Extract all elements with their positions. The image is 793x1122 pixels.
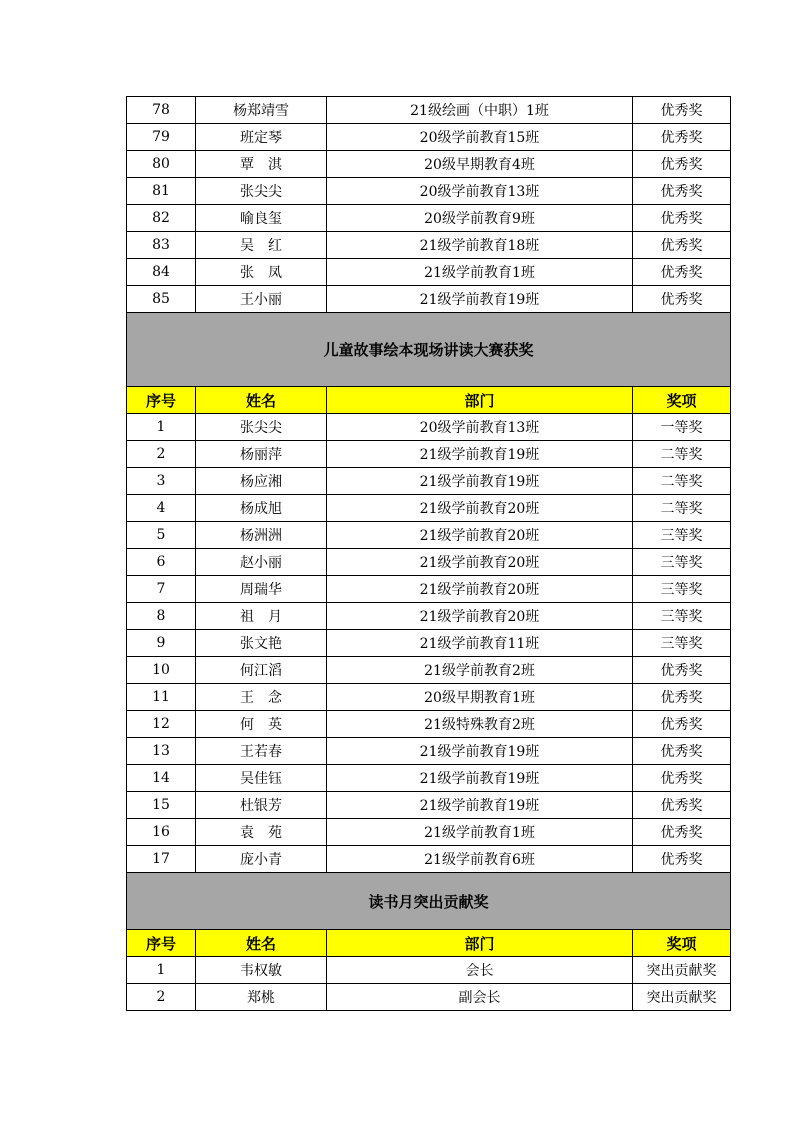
table-row bbox=[127, 711, 731, 738]
header-number: 序号 bbox=[127, 387, 196, 414]
cell-department: 21级学前教育19班 bbox=[327, 738, 633, 765]
cell-number: 14 bbox=[127, 765, 196, 792]
cell-award: 优秀奖 bbox=[633, 124, 731, 151]
cell-award: 二等奖 bbox=[633, 495, 731, 522]
cell-award: 优秀奖 bbox=[633, 765, 731, 792]
cell-department: 21级学前教育1班 bbox=[327, 819, 633, 846]
cell-name: 何 英 bbox=[196, 711, 327, 738]
table-row bbox=[127, 286, 731, 313]
cell-name: 祖 月 bbox=[196, 603, 327, 630]
header-number: 序号 bbox=[127, 930, 196, 957]
cell-department: 21级学前教育19班 bbox=[327, 441, 633, 468]
cell-name: 周瑞华 bbox=[196, 576, 327, 603]
cell-number: 8 bbox=[127, 603, 196, 630]
cell-award: 三等奖 bbox=[633, 549, 731, 576]
cell-award: 优秀奖 bbox=[633, 286, 731, 313]
cell-number: 79 bbox=[127, 124, 196, 151]
cell-number: 84 bbox=[127, 259, 196, 286]
cell-name: 张尖尖 bbox=[196, 178, 327, 205]
cell-name: 杨郑靖雪 bbox=[196, 97, 327, 124]
table-row bbox=[127, 684, 731, 711]
table-row bbox=[127, 819, 731, 846]
table-row bbox=[127, 603, 731, 630]
cell-name: 杜银芳 bbox=[196, 792, 327, 819]
cell-award: 一等奖 bbox=[633, 414, 731, 441]
cell-number: 17 bbox=[127, 846, 196, 873]
table-row bbox=[127, 205, 731, 232]
cell-number: 15 bbox=[127, 792, 196, 819]
table-row bbox=[127, 97, 731, 124]
cell-award: 二等奖 bbox=[633, 468, 731, 495]
cell-name: 杨成旭 bbox=[196, 495, 327, 522]
cell-name: 袁 苑 bbox=[196, 819, 327, 846]
cell-department: 21级学前教育6班 bbox=[327, 846, 633, 873]
cell-number: 16 bbox=[127, 819, 196, 846]
cell-name: 张文艳 bbox=[196, 630, 327, 657]
cell-department: 21级绘画（中职）1班 bbox=[327, 97, 633, 124]
table-row bbox=[127, 765, 731, 792]
awards-table-body bbox=[127, 97, 731, 1011]
cell-department: 20级早期教育4班 bbox=[327, 151, 633, 178]
cell-number: 11 bbox=[127, 684, 196, 711]
table-row bbox=[127, 522, 731, 549]
cell-name: 吴 红 bbox=[196, 232, 327, 259]
cell-department: 21级特殊教育2班 bbox=[327, 711, 633, 738]
cell-award: 优秀奖 bbox=[633, 178, 731, 205]
cell-award: 三等奖 bbox=[633, 576, 731, 603]
cell-name: 王小丽 bbox=[196, 286, 327, 313]
cell-department: 21级学前教育20班 bbox=[327, 549, 633, 576]
table-row bbox=[127, 984, 731, 1011]
cell-name: 韦权敏 bbox=[196, 957, 327, 984]
cell-number: 82 bbox=[127, 205, 196, 232]
cell-department: 21级学前教育18班 bbox=[327, 232, 633, 259]
cell-award: 优秀奖 bbox=[633, 232, 731, 259]
section-title-row bbox=[127, 313, 731, 387]
cell-name: 杨丽萍 bbox=[196, 441, 327, 468]
cell-number: 80 bbox=[127, 151, 196, 178]
cell-number: 2 bbox=[127, 984, 196, 1011]
awards-table bbox=[126, 96, 731, 1011]
cell-name: 何江滔 bbox=[196, 657, 327, 684]
cell-department: 21级学前教育11班 bbox=[327, 630, 633, 657]
cell-department: 21级学前教育20班 bbox=[327, 603, 633, 630]
cell-number: 9 bbox=[127, 630, 196, 657]
cell-name: 覃 淇 bbox=[196, 151, 327, 178]
cell-name: 班定琴 bbox=[196, 124, 327, 151]
cell-department: 副会长 bbox=[327, 984, 633, 1011]
cell-number: 4 bbox=[127, 495, 196, 522]
table-row bbox=[127, 549, 731, 576]
section-title-row bbox=[127, 873, 731, 930]
cell-award: 二等奖 bbox=[633, 441, 731, 468]
cell-department: 21级学前教育2班 bbox=[327, 657, 633, 684]
table-row bbox=[127, 232, 731, 259]
cell-award: 三等奖 bbox=[633, 630, 731, 657]
cell-department: 20级学前教育15班 bbox=[327, 124, 633, 151]
table-row bbox=[127, 441, 731, 468]
cell-name: 赵小丽 bbox=[196, 549, 327, 576]
cell-department: 21级学前教育1班 bbox=[327, 259, 633, 286]
table-row bbox=[127, 178, 731, 205]
table-row bbox=[127, 846, 731, 873]
cell-award: 优秀奖 bbox=[633, 846, 731, 873]
table-row bbox=[127, 630, 731, 657]
cell-department: 21级学前教育19班 bbox=[327, 468, 633, 495]
section-title: 儿童故事绘本现场讲读大赛获奖 bbox=[127, 313, 731, 387]
table-row bbox=[127, 738, 731, 765]
cell-award: 优秀奖 bbox=[633, 792, 731, 819]
table-row bbox=[127, 792, 731, 819]
header-award: 奖项 bbox=[633, 930, 731, 957]
table-header-row bbox=[127, 930, 731, 957]
cell-number: 85 bbox=[127, 286, 196, 313]
cell-name: 王 念 bbox=[196, 684, 327, 711]
cell-award: 优秀奖 bbox=[633, 205, 731, 232]
table-row bbox=[127, 259, 731, 286]
cell-name: 郑桃 bbox=[196, 984, 327, 1011]
cell-number: 7 bbox=[127, 576, 196, 603]
cell-number: 13 bbox=[127, 738, 196, 765]
table-row bbox=[127, 495, 731, 522]
cell-award: 优秀奖 bbox=[633, 819, 731, 846]
cell-department: 21级学前教育19班 bbox=[327, 286, 633, 313]
cell-award: 突出贡献奖 bbox=[633, 957, 731, 984]
cell-number: 3 bbox=[127, 468, 196, 495]
table-header-row bbox=[127, 387, 731, 414]
cell-number: 5 bbox=[127, 522, 196, 549]
cell-name: 杨应湘 bbox=[196, 468, 327, 495]
table-row bbox=[127, 957, 731, 984]
cell-department: 20级学前教育9班 bbox=[327, 205, 633, 232]
cell-number: 1 bbox=[127, 414, 196, 441]
cell-award: 优秀奖 bbox=[633, 259, 731, 286]
cell-department: 21级学前教育19班 bbox=[327, 765, 633, 792]
cell-department: 20级早期教育1班 bbox=[327, 684, 633, 711]
cell-award: 突出贡献奖 bbox=[633, 984, 731, 1011]
header-award: 奖项 bbox=[633, 387, 731, 414]
cell-department: 20级学前教育13班 bbox=[327, 414, 633, 441]
table-row bbox=[127, 468, 731, 495]
cell-number: 10 bbox=[127, 657, 196, 684]
cell-award: 优秀奖 bbox=[633, 711, 731, 738]
cell-award: 优秀奖 bbox=[633, 97, 731, 124]
cell-department: 21级学前教育19班 bbox=[327, 792, 633, 819]
table-row bbox=[127, 151, 731, 178]
cell-name: 杨洲洲 bbox=[196, 522, 327, 549]
cell-department: 21级学前教育20班 bbox=[327, 522, 633, 549]
cell-name: 吴佳钰 bbox=[196, 765, 327, 792]
cell-award: 三等奖 bbox=[633, 603, 731, 630]
cell-number: 78 bbox=[127, 97, 196, 124]
cell-department: 21级学前教育20班 bbox=[327, 576, 633, 603]
table-row bbox=[127, 657, 731, 684]
cell-department: 会长 bbox=[327, 957, 633, 984]
header-department: 部门 bbox=[327, 387, 633, 414]
cell-name: 张 凤 bbox=[196, 259, 327, 286]
cell-number: 1 bbox=[127, 957, 196, 984]
cell-award: 优秀奖 bbox=[633, 684, 731, 711]
cell-number: 12 bbox=[127, 711, 196, 738]
cell-name: 喻良玺 bbox=[196, 205, 327, 232]
header-name: 姓名 bbox=[196, 930, 327, 957]
section-title: 读书月突出贡献奖 bbox=[127, 873, 731, 930]
cell-number: 2 bbox=[127, 441, 196, 468]
cell-department: 20级学前教育13班 bbox=[327, 178, 633, 205]
table-row bbox=[127, 576, 731, 603]
header-department: 部门 bbox=[327, 930, 633, 957]
table-row bbox=[127, 124, 731, 151]
cell-award: 优秀奖 bbox=[633, 738, 731, 765]
cell-name: 王若春 bbox=[196, 738, 327, 765]
header-name: 姓名 bbox=[196, 387, 327, 414]
cell-number: 6 bbox=[127, 549, 196, 576]
cell-award: 优秀奖 bbox=[633, 657, 731, 684]
cell-number: 81 bbox=[127, 178, 196, 205]
cell-name: 张尖尖 bbox=[196, 414, 327, 441]
table-row bbox=[127, 414, 731, 441]
cell-number: 83 bbox=[127, 232, 196, 259]
cell-name: 庞小青 bbox=[196, 846, 327, 873]
cell-award: 优秀奖 bbox=[633, 151, 731, 178]
cell-department: 21级学前教育20班 bbox=[327, 495, 633, 522]
cell-award: 三等奖 bbox=[633, 522, 731, 549]
